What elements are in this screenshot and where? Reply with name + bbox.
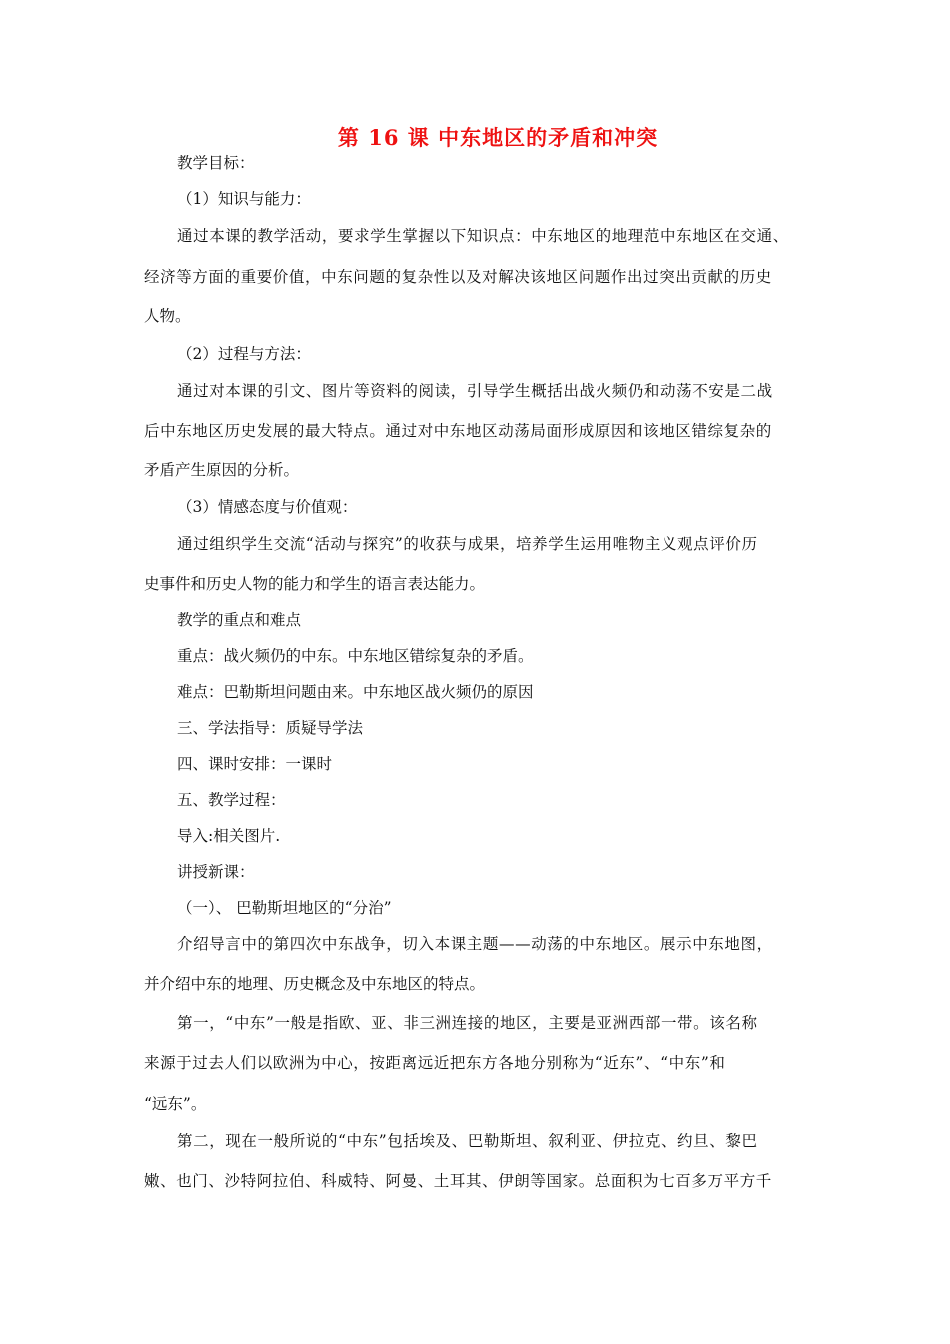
paragraph-line: 通过组织学生交流“活动与探究”的收获与成果，培养学生运用唯物主义观点评价历 <box>177 535 758 553</box>
subheading-values: （3）情感态度与价值观： <box>177 498 358 516</box>
intro-line: 导入:相关图片. <box>177 827 281 845</box>
new-lesson-heading: 讲授新课： <box>177 863 255 881</box>
paragraph-line: 后中东地区历史发展的最大特点。通过对中东地区动荡局面形成原因和该地区错综复杂的 <box>144 422 772 440</box>
paragraph-line: 人物。 <box>144 307 191 325</box>
section-heading-process: 五、教学过程： <box>177 791 286 809</box>
paragraph-line: 通过对本课的引文、图片等资料的阅读，引导学生概括出战火频仍和动荡不安是二战 <box>177 382 773 400</box>
paragraph-line: 介绍导言中的第四次中东战争，切入本课主题——动荡的中东地区。展示中东地图， <box>177 935 773 953</box>
paragraph-line: “远东”。 <box>144 1095 207 1113</box>
paragraph-line: 第一，“中东”一般是指欧、亚、非三洲连接的地区，主要是亚洲西部一带。该名称 <box>177 1014 758 1032</box>
paragraph-line: 第二，现在一般所说的“中东”包括埃及、巴勒斯坦、叙利亚、伊拉克、约旦、黎巴 <box>177 1132 758 1150</box>
paragraph-line: 经济等方面的重要价值，中东问题的复杂性以及对解决该地区问题作出过突出贡献的历史 <box>144 268 772 286</box>
difficulty-line: 难点：巴勒斯坦问题由来。中东地区战火频仍的原因 <box>177 683 534 701</box>
section-heading-objectives: 教学目标： <box>177 154 255 172</box>
subheading-process: （2）过程与方法： <box>177 345 311 363</box>
paragraph-line: 来源于过去人们以欧洲为中心，按距离远近把东方各地分别称为“近东”、“中东”和 <box>144 1054 726 1072</box>
key-point-line: 重点：战火频仍的中东。中东地区错综复杂的矛盾。 <box>177 647 534 665</box>
paragraph-line: 嫩、也门、沙特阿拉伯、科威特、阿曼、土耳其、伊朗等国家。总面积为七百多万平方千 <box>144 1172 772 1190</box>
paragraph-line: 并介绍中东的地理、历史概念及中东地区的特点。 <box>144 975 486 993</box>
lesson-title: 第 16 课 中东地区的矛盾和冲突 <box>337 125 659 150</box>
section-heading-method: 三、学法指导：质疑导学法 <box>177 719 364 737</box>
paragraph-line: 矛盾产生原因的分析。 <box>144 461 300 479</box>
section-heading-schedule: 四、课时安排：一课时 <box>177 755 333 773</box>
subsection-heading: （一）、 巴勒斯坦地区的“分治” <box>177 899 392 917</box>
subheading-knowledge: （1）知识与能力： <box>177 190 311 208</box>
paragraph-line: 史事件和历史人物的能力和学生的语言表达能力。 <box>144 575 486 593</box>
section-heading-key-points: 教学的重点和难点 <box>177 611 302 629</box>
paragraph-line: 通过本课的教学活动，要求学生掌握以下知识点：中东地区的地理范中东地区在交通、 <box>177 227 789 245</box>
